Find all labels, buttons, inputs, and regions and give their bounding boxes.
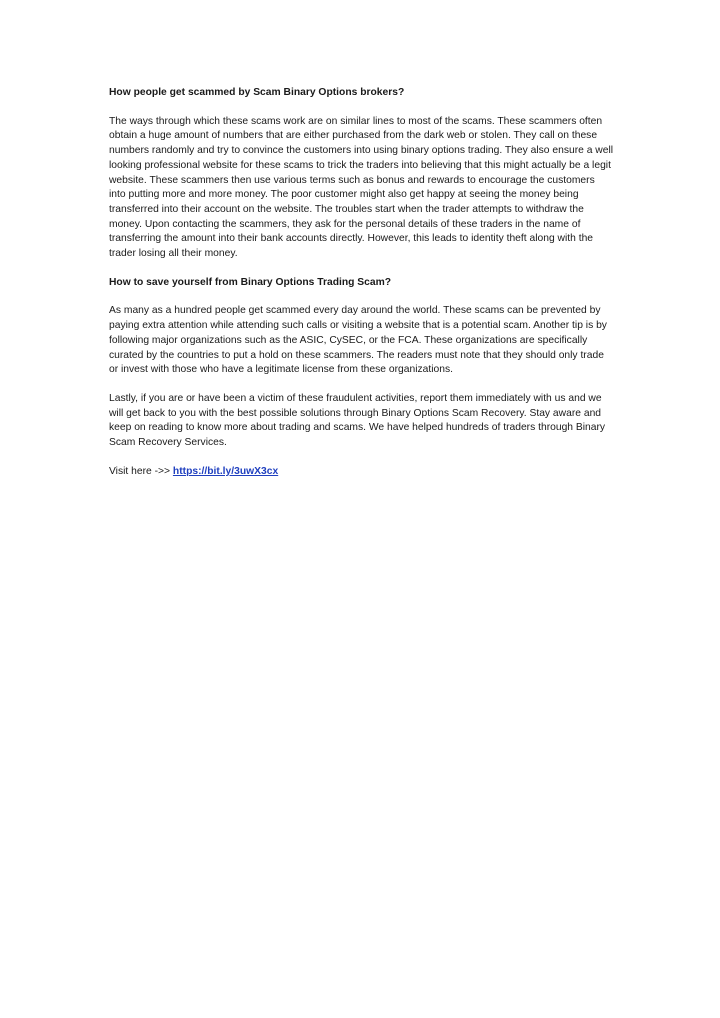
section-heading-scam-methods: How people get scammed by Scam Binary Options brokers? xyxy=(109,87,405,98)
document-body xyxy=(109,86,614,479)
recovery-link[interactable]: https://bit.ly/3uwX3cx xyxy=(172,465,279,477)
paragraph-scam-methods: The ways through which these scams work are on similar lines to most of the scams. These scammers often obtain a huge amount of numbers that are either purchased from the dark web or stolen. They call on these numbers randomly and try to convince the customers into using binary options trading. They also ensure a well looking professional website for these scams to trick the traders into believing that this might actually be a legit website. These scammers then use various terms such as bonus and rewards to encourage the customers into putting more and more money. The poor customer might also get happy at seeing the money being transferred into their account on the website. The troubles start when the trader attempts to withdraw the money. Upon contacting the scammers, they ask for the personal details of these traders in the name of transferring the amount into their bank accounts directly. However, this leads to identity theft along with the trader losing all their money. xyxy=(109,115,614,260)
paragraph-recovery: Lastly, if you are or have been a victim of these fraudulent activities, report them immediately with us and we will get back to you with the best possible solutions through Binary Options Scam Recovery. Stay aware and keep on reading to know more about trading and scams. We have helped hundreds of traders through Binary Scam Recovery Services. xyxy=(109,392,606,449)
section-heading-protection: How to save yourself from Binary Options Trading Scam? xyxy=(109,276,392,288)
visit-prefix: Visit here ->> xyxy=(109,465,173,477)
visit-line xyxy=(109,465,614,480)
paragraph-protection: As many as a hundred people get scammed every day around the world. These scams can be prevented by paying extra attention while attending such calls or visiting a website that is a potential scam. Another tip is by following major organizations such as the ASIC, CySEC, or the FCA. These organizations are specifically curated by the countries to put a hold on these scammers. The readers must note that they should only trade or invest with those who have a legitimate license from these organizations. xyxy=(109,305,607,376)
